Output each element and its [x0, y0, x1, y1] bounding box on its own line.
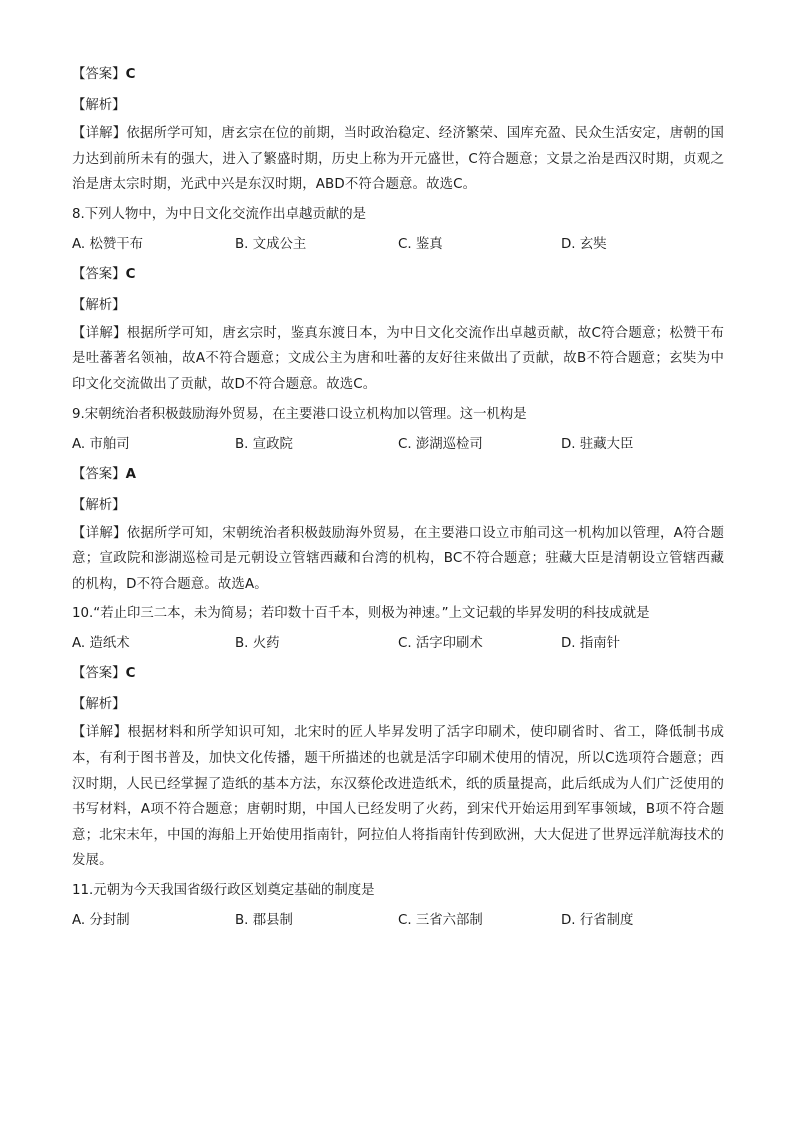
answer-value: A	[125, 466, 136, 482]
option-a: A. 市舶司	[72, 436, 130, 452]
detail-paragraph	[72, 121, 724, 198]
detail-label: 【详解】	[72, 325, 127, 341]
answer-label: 【答案】	[72, 466, 126, 482]
option-d: D. 行省制度	[561, 912, 634, 928]
answer-value: C	[125, 67, 136, 82]
answer-label: 【答案】	[72, 666, 126, 682]
document-page	[72, 66, 724, 930]
question-8-stem: 8.下列人物中，为中日文化交流作出卓越贡献的是	[72, 206, 366, 222]
option-c: C. 鉴真	[398, 236, 443, 252]
option-c: C. 三省六部制	[398, 912, 483, 928]
option-c: C. 澎湖巡检司	[398, 436, 483, 452]
question-10-stem: 10.“若止印三二本，未为简易；若印数十百千本，则极为神速。”上文记载的毕昇发明的科技成就是	[72, 606, 650, 622]
analysis-label: 【解析】	[72, 297, 126, 313]
detail-text: 根据所学可知，唐玄宗时，鉴真东渡日本，为中日文化交流作出卓越贡献，故C符合题意；松赞干布是吐蕃著名领袖，故A不符合题意；文成公主为唐和吐蕃的友好往来做出了贡献，故B不符合题意；玄奘为中印文化交流做出了贡献，故D不符合题意。故选C。	[72, 325, 724, 392]
question-11-stem: 11.元朝为今天我国省级行政区划奠定基础的制度是	[72, 882, 375, 898]
option-d: D. 驻藏大臣	[561, 436, 634, 452]
question-8-options	[72, 236, 724, 254]
detail-text: 依据所学可知，唐玄宗在位的前期，当时政治稳定、经济繁荣、国库充盈、民众生活安定，唐朝的国力达到前所未有的强大，进入了繁盛时期，历史上称为开元盛世，C符合题意；文景之治是西汉时期，贞观之治是唐太宗时期，光武中兴是东汉时期，ABD不符合题意。故选C。	[72, 126, 724, 193]
answer-line	[72, 266, 724, 284]
option-d: D. 玄奘	[561, 236, 607, 252]
question-11-options	[72, 912, 724, 930]
option-a: A. 松赞干布	[72, 236, 143, 252]
answer-value: C	[125, 266, 136, 282]
detail-label: 【详解】	[72, 725, 128, 741]
answer-line	[72, 665, 724, 683]
option-d: D. 指南针	[561, 636, 620, 652]
answer-line	[72, 466, 724, 484]
option-b: B. 郡县制	[235, 912, 293, 928]
analysis-label: 【解析】	[72, 697, 126, 713]
option-b: B. 文成公主	[235, 236, 307, 252]
analysis-label: 【解析】	[72, 497, 126, 513]
question-9-options	[72, 436, 724, 454]
option-a: A. 造纸术	[72, 636, 130, 652]
detail-paragraph	[72, 521, 724, 598]
detail-paragraph	[72, 720, 724, 874]
question-10-options	[72, 635, 724, 653]
detail-text: 依据所学可知，宋朝统治者积极鼓励海外贸易，在主要港口设立市舶司这一机构加以管理，A符合题意；宣政院和澎湖巡检司是元朝设立管辖西藏和台湾的机构，BC不符合题意；驻藏大臣是清朝设立管辖西藏的机构，D不符合题意。故选A。	[72, 525, 724, 592]
detail-paragraph	[72, 321, 724, 398]
question-9-stem: 9.宋朝统治者积极鼓励海外贸易，在主要港口设立机构加以管理。这一机构是	[72, 406, 527, 422]
option-a: A. 分封制	[72, 912, 130, 928]
detail-label: 【详解】	[72, 126, 127, 141]
option-c: C. 活字印刷术	[398, 636, 483, 652]
detail-label: 【详解】	[72, 525, 127, 541]
detail-text: 根据材料和所学知识可知，北宋时的匠人毕昇发明了活字印刷术，使印刷省时、省工，降低制书成本，有利于图书普及，加快文化传播，题干所描述的也就是活字印刷术使用的情况，所以C选项符合题意；西汉时期，人民已经掌握了造纸的基本方法，东汉蔡伦改进造纸术，纸的质量提高，此后纸成为人们广泛使用的书写材料，A项不符合题意；唐朝时期，中国人已经发明了火药，到宋代开始运用到军事领域，B项不符合题意；北宋末年，中国的海船上开始使用指南针，阿拉伯人将指南针传到欧洲，大大促进了世界远洋航海技术的发展。	[72, 725, 724, 869]
answer-label: 【答案】	[72, 67, 126, 82]
option-b: B. 宣政院	[235, 436, 293, 452]
analysis-label: 【解析】	[72, 98, 126, 113]
answer-line	[72, 66, 724, 84]
answer-value: C	[125, 666, 136, 682]
answer-label: 【答案】	[72, 266, 126, 282]
option-b: B. 火药	[235, 636, 280, 652]
